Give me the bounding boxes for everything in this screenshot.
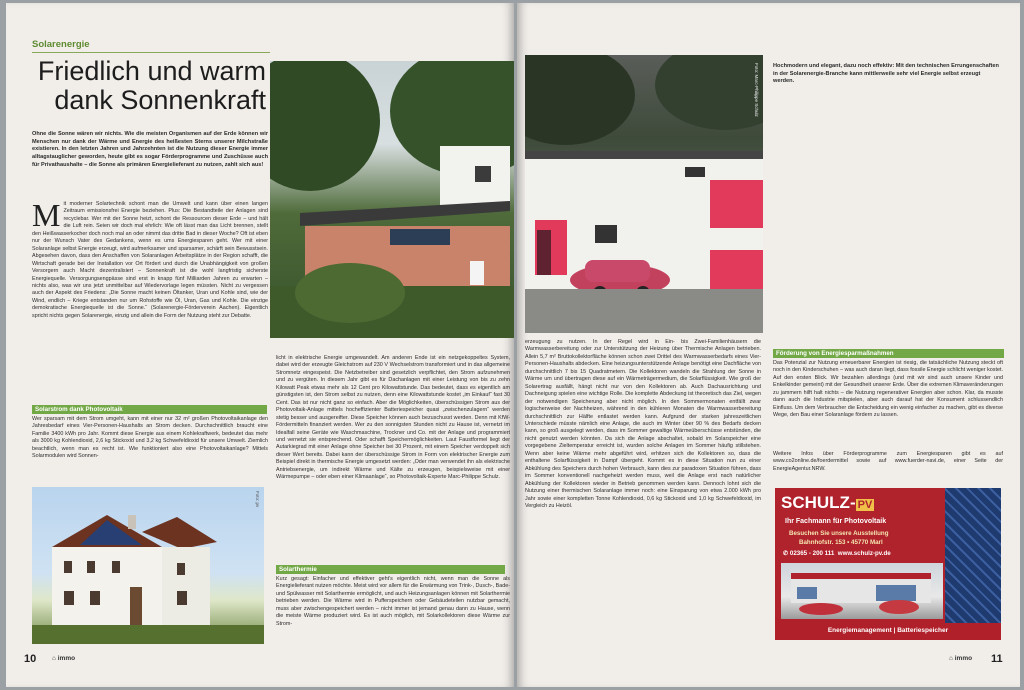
subheading-foerderung: Förderung von Energiesparmaßnahmen [773, 349, 1004, 358]
intro-body-text: it moderner Solartechnik schont man die Umwelt und kann über einen langen Zeitraum emissionsfrei Energie beziehen. Plus: Die Bestandteile der Anlagen sind recyclebar. Wer mit der Sonne heizt, schont die Ressourcen dieser Erde – und hält die Luft rein. Seien wir doch mal ehrlich: Wie oft lässt man das Licht brennen, stellt den Heißwasserkocher doch noch mal an oder nimmt das dritte Bad in dieser Woche? Oft ist eben nur der Wunsch Vater des Gedankens, wenn es ums Energiesparen geht. Wer mit einer Solaranlage selbst Energie erzeugt, wird aufmerksamer und sparsamer, schärft sein Bewusstsein. Abgesehen davon, dass den Anschaffen von Solaranlagen Arbeitsplätze in der Region schafft, die Wirtschaft gerade bei der Installation vor Ort fördert und durch die Unabhängigkeit von großen Versorgern auch Macht dezentralisiert – Sonnenkraft ist die wohl langfristig sicherste Energiequelle. Versorgungsengpässe sind erst in knapp fünf Milliarden Jahren zu erwarten – nichts also, was wir uns jetzt unmittelbar auf Wiedervorlage legen müssten. Nicht zu vergessen auch der Aspekt des Friedens: „Die Sonne macht keinen Öltanker, Uran und Kohle sind, wie der Wind, endlich – Kriege entstanden nur um Rohstoffe wie Öl, Uran, Gas und Kohle. Die einzige demokratische Energiequelle ist die Sonne.“ (Solarenergie-Förderverein Aachen). Eigentlich spricht nichts gegen Solarenergie, einzig und allein die Form der Nutzung steht zur Debatte. [32, 201, 268, 319]
ad-showroom-photo [781, 563, 943, 619]
house-icon: ⌂ [949, 655, 953, 662]
photovoltaik-body: Wer sparsam mit dem Strom umgeht, kann mit einer nur 32 m² großen Photovoltaikanlage den Jahresbedarf eines Vier-Personen-Haushalts an Strom decken. Durchschnittlich braucht eine Familie 3400 kWh pro Jahr. Kommt diese Energie aus einem Kohlekraftwerk, bedeutet das mehr als 3000 kg Kohlendioxid, 2,6 kg Stickoxid und 3,2 kg Schwefeldioxid für unsere Umwelt. Ziemlich beachtlich, wenn man es recht ist. Wie funktioniert also eine Photovoltaikanlage? Mittels Solarmodulen wird Sonnen- [32, 416, 268, 460]
drop-cap: M [32, 201, 61, 233]
magazine-logo-left [52, 655, 75, 662]
logo-text: immo [57, 655, 76, 662]
rubric-divider [32, 52, 270, 53]
newspaper-spread [6, 3, 1020, 687]
title-line-1: Friedlich und warm [37, 56, 266, 86]
phone-icon: ✆ [783, 550, 789, 557]
intro-body [32, 201, 268, 405]
ad-address: Bahnhofstr. 153 • 45770 Marl [799, 539, 883, 546]
photo-caption: Hochmodern und elegant, dazu noch effektiv: Mit den technischen Errungenschaften in der Solarenergie-Branche kann mittlerweile sehr viel Energie selbst erzeugt werden. [773, 63, 999, 85]
ad-exhibition: Besuchen Sie unsere Ausstellung [789, 530, 889, 537]
page-number-left: 10 [24, 653, 37, 665]
photo-credit-right: Foto: Marc-Philippe Schulz [754, 63, 759, 117]
ad-footer: Energiemanagement | Batteriespeicher [827, 627, 949, 634]
article-title [26, 57, 266, 115]
page-number-right: 11 [991, 653, 1003, 665]
article-lead: Ohne die Sonne wären wir nichts. Wie die meisten Organismen auf der Erde können wir Menschen nur dank der Wärme und Energie des heißesten Sterns unserer Milchstraße existieren. In den letzten Jahren und Jahrzehnten ist die Nutzung dieser Energie immer alltagstauglicher geworden, heute gibt es sogar Förderprogramme und Zuschüsse auch für Privathaushalte – die Sonne als primären Energielieferant zu nutzen, zahlt sich aus! [32, 131, 268, 168]
solarthermie-body-continued: erzeugung zu nutzen. In der Regel wird in Ein- bis Zwei-Familienhäusern die Warmwasserbereitung oder zur Unterstützung der Heizung über Thermische Anlagen betrieben. Allein 5,7 m² Bruttokollektorfläche können schon zwei Drittel des Warmwasserbedarfs eines Vier-Personen-Haushalts abdecken. Eine heizungsunterstützende Anlage benötigt eine Dachfläche von durchschnittlich 7 bis 15 Quadratmetern. Die Kollektoren wandeln die Strahlung der Sonne in Wärme um und übertragen diese auf ein Wärmeträgermedium, die Solarflüssigkeit. Wie groß der Solarertrag ausfällt, hängt nicht nur von den Kollektoren ab. Auch Dachausrichtung und Dachneigung spielen eine wichtige Rolle. Die komplette Abdeckung ist theoretisch das Ziel, wegen der notwendigen Speicherung aber nicht möglich. In den Sommermonaten entfällt zwar logischerweise der Nachheizen, während in den kühleren Monaten die Warmwasserbereitung durchschnittlich zur Hälfte entlastet werden kann. Aufgrund der starken jahreszeitlichen Unterschiede müsste nämlich eine Anlage, die auch im Winter über 90 % des Bedarfs decken kann, so groß ausgelegt werden, dass im Sommer gewaltige Wärmeüberschüsse entstünden, die nicht genutzt werden könnten. Da sich die Anlage abschaltet, sobald im Solarspeicher eine vorgegebene Zieltemperatur erreicht ist, wurden solche Anlagen im Sommer häufig stillstehen. Wenn aber keine Wärme mehr abgeführt wird, erhitzen sich die Kollektoren so, dass die enthaltene Solarflüssigkeit in Dampf übergeht. Kommt es in diese Situation nun zu einer Abkühlung des Speichers durch hohen Verbrauch, kann dies zur paradoxen Situation führen, dass im Sommer konventionell nachgeheizt werden muss, weil die Anlage erst nach natürlicher Abkühlung der Kollektoren wieder in Betrieb genommen werden kann. Dennoch lohnt sich die Nutzung einer thermischen Solaranlage immer noch: eine Einsparung von etwa 2.000 kWh pro Jahr sowie einer kompletten Tonne Kohlendioxid, 0,6 kg Stickoxid und 1,0 kg Schwefeldioxid, im Vergleich zu Heizöl. [525, 339, 761, 509]
battery-storage-body: licht in elektrische Energie umgewandelt. Am anderen Ende ist ein netzgekoppeltes System, dabei wird der erzeugte Gleichstrom auf 230 V Wechselstrom transformiert und in das allgemeine Stromnetz eingespeist. Die Netzbetreiber sind gesetzlich verpflichtet, den Strom aufzunehmen und zu vergüten. In diesem Jahr gibt es für Dachanlagen mit einer Leistung von bis zu zehn Kilowatt Peak etwas mehr als 12 Cent pro Kilowattstunde. Das bedeutet, dass es eigentlich am günstigsten ist, den Strom selbst zu nutzen, denn eine Kilowattstunde kostet „im Einkauf“ fast 30 Cent. Das ist nur nicht ganz so einfach. Aber die Möglichkeiten, überschüssigen Strom aus der Photovoltaik-Anlage mittels hocheffizienter Batteriespeicher quasi „zwischenzulagern“ werden stetig besser und ausgereifter. Diese Speicher können auch bezuschusst werden. Denn mit KfW-Fördermitteln finanziert werden. Wer zu den sonnigsten Stunden nicht zu Hause ist, vernetzt im Idealfall seine Geräte wie Waschmaschine, Trockner und Co. mit der Anlage und programmiert und vernetzt sie entsprechend. Oder schafft Speichermöglichkeiten. Laut Faustformel liegt der Autarkiegrad mit einer Anlage ohne Speicher bei 30 Prozent, mit einem Speicher verdoppelt sich dieser Wert bereits. Dabei kann der überschüssige Strom in Form von elektrischer Energie zum Beispiel direkt in thermische Energie umgesetzt werden: „Oder man verwendet ihn als elektrische Antriebsenergie, um indirekt Wärme und Kälte zu erzeugen, beispielsweise mit einer Wärmepumpe – oder eben einer Klimaanlage“, so Photovoltaik-Experte Marc-Philippe Schulz. [276, 355, 510, 481]
building-photo-left [270, 61, 514, 338]
magazine-logo-right [949, 655, 972, 662]
ad-contact [783, 550, 891, 557]
section-rubric: Solarenergie [32, 39, 90, 50]
title-line-2: dank Sonnenkraft [54, 85, 266, 115]
building-illustration-left [270, 61, 514, 338]
solarthermie-body: Kurz gesagt: Einfacher und effektiver geht’s eigentlich nicht, wenn man die Sonne als Energielieferant nutzen möchte. Meist wird vor allem für die Erwärmung von Trink-, Dusch-, Bade- und Spülwasser mit Solarthermie ermöglicht, und auch Heizungsanlagen können mit Solarthermie betrieben werden. Die Wärme wird in Pufferspeichern oder Gebäudeteilen nutzbar gemacht, muss aber zwischengespeichert werden – nicht immer ist jemand genau dann zu Hause, wenn die meiste Wärme produziert wird. Es ist auch möglich, mit Solarkollektoren diese Wärme zur Strom- [276, 576, 510, 627]
schulz-pv-advertisement[interactable] [775, 488, 1001, 640]
solar-panel-graphic [945, 488, 1001, 623]
ad-tagline: Ihr Fachmann für Photovoltaik [785, 518, 887, 525]
house-photo-solar-roof [32, 487, 264, 644]
house-illustration [32, 487, 264, 644]
subheading-solarthermie: Solarthermie [276, 565, 505, 574]
ad-brand: SCHULZ- PV [781, 493, 873, 512]
logo-text: immo [954, 655, 973, 662]
photo-credit-left: Foto: pv [255, 491, 260, 508]
building-illustration-right [525, 55, 763, 333]
ad-brand-badge: PV [857, 499, 873, 511]
showroom-illustration [781, 563, 943, 619]
foerderung-links: Weitere Infos über Förderprogramme zum Energiesparen gibt es auf www.co2online.de/foerdermittel sowie auf www.fuerder-navi.de, einer Seite der EnergieAgentur.NRW. [773, 451, 1003, 472]
foerderung-body: Das Potenzial zur Nutzung erneuerbarer Energien ist riesig, die tatsächliche Nutzung steckt oft noch in den Kinderschuhen – was auch daran liegt, dass fossile Energie schlicht weniger kostet. Auf den ersten Blick. Wir bezahlen allerdings (und mit wir sind auch unsere Kinder und Enkelkinder gemeint) mit der Gesundheit unserer Erde. Über die extremen Klimaveränderungen zu jammern hilft halt nichts – die Nutzung regenerativer Energien aber schon. Klar, da musste dann auch die Industrie mitspielen, aber auch darauf hat der Konsument schlussendlich Einfluss. Um dem Verbraucher die Entscheidung ein wenig einfacher zu machen, gibt es diverse Wege, den Bau einer Solaranlage fördern zu lassen. [773, 360, 1003, 419]
ad-website[interactable]: www.schulz-pv.de [837, 550, 891, 557]
ad-phone[interactable]: 02365 - 200 111 [789, 550, 835, 557]
ad-brand-text: SCHULZ [781, 493, 850, 512]
right-page [517, 3, 1020, 687]
house-icon: ⌂ [52, 655, 56, 662]
subheading-photovoltaik: Solarstrom dank Photovoltaik [32, 405, 267, 414]
building-photo-right [525, 55, 763, 333]
